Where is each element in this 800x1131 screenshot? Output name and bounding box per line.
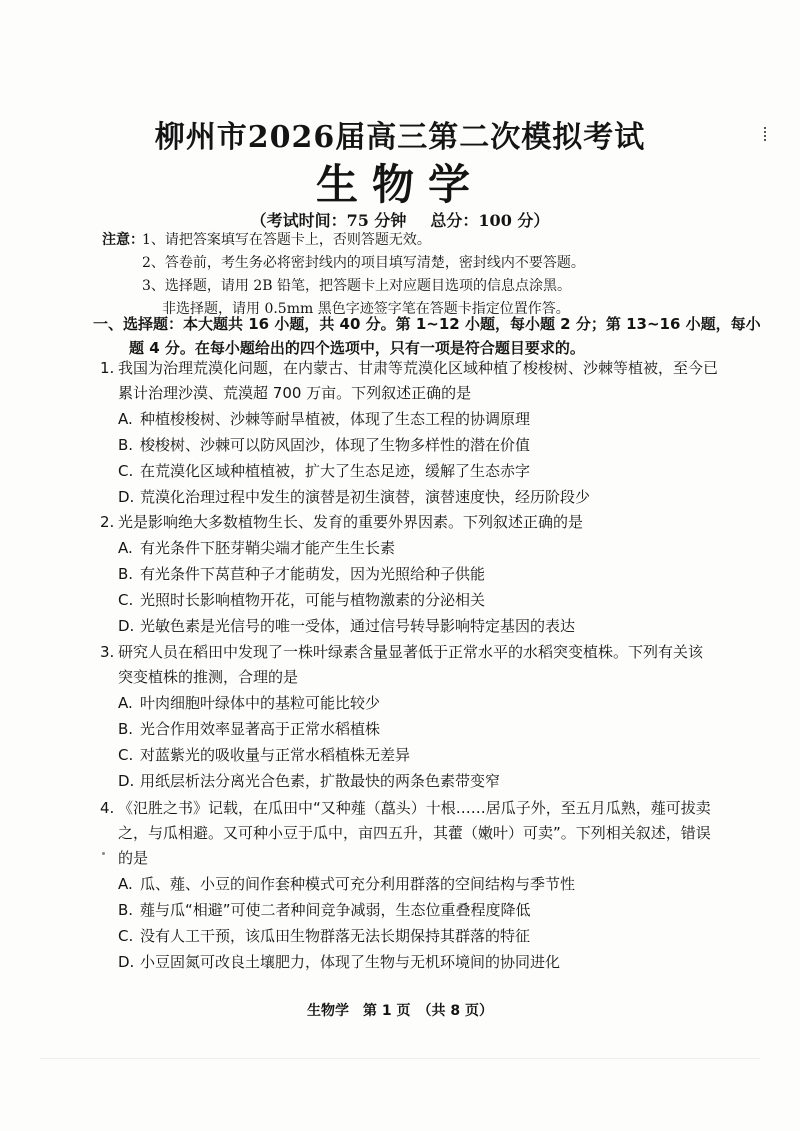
option-b[interactable]: B. 梭梭树、沙棘可以防风固沙，体现了生物多样性的潜在价值 [118, 436, 531, 454]
option-d[interactable]: D. 光敏色素是光信号的唯一受体，通过信号转导影响特定基因的表达 [118, 617, 576, 635]
option-a[interactable]: A. 瓜、薤、小豆的间作套种模式可充分利用群落的空间结构与季节性 [118, 875, 576, 893]
section-line: 一、选择题：本大题共 16 小题，共 40 分。第 1~12 小题，每小题 2 分；第 13~16 小题，每小 [93, 315, 761, 333]
page-footer: 生物学 第 1 页 （共 8 页） [307, 1003, 493, 1019]
option-c[interactable]: C. 对蓝紫光的吸收量与正常水稻植株无差异 [118, 746, 411, 764]
stem-line: 之，与瓜相避。又可种小豆于瓜中，亩四五升，其藿（嫩叶）可卖”。下列相关叙述，错误 [118, 824, 711, 842]
stem-line: 光是影响绝大多数植物生长、发育的重要外界因素。下列叙述正确的是 [118, 513, 584, 531]
question-stem [100, 356, 719, 406]
question-number: 1. [100, 359, 115, 377]
question-1 [100, 356, 719, 510]
note-item: 1、请把答案填写在答题卡上，否则答题无效。 [142, 232, 431, 248]
option-c[interactable]: C. 光照时长影响植物开花，可能与植物激素的分泌相关 [118, 591, 486, 609]
question-stem [100, 640, 704, 690]
stem-line: 《氾胜之书》记载，在瓜田中“又种薤（藠头）十根……居瓜子外，至五月瓜熟，薤可拔卖 [118, 799, 711, 817]
note-item: 2、答卷前，考生务必将密封线内的项目填写清楚，密封线内不要答题。 [142, 255, 585, 271]
scan-edge-line [40, 1058, 760, 1059]
option-c[interactable]: C. 在荒漠化区域种植植被，扩大了生态足迹，缓解了生态赤字 [118, 462, 531, 480]
question-2 [100, 510, 700, 639]
question-number: 2. [100, 513, 115, 531]
notes-label: 注意： [102, 232, 144, 248]
option-a[interactable]: A. 种植梭梭树、沙棘等耐旱植被，体现了生态工程的协调原理 [118, 410, 531, 428]
option-c[interactable]: C. 没有人工干预，该瓜田生物群落无法长期保持其群落的特征 [118, 927, 531, 945]
option-d[interactable]: D. 用纸层析法分离光合色素，扩散最快的两条色素带变窄 [118, 772, 501, 790]
question-3 [100, 640, 704, 794]
exam-score: 总分：100 分） [430, 211, 550, 230]
question-stem [100, 510, 700, 535]
question-number: 4. [100, 799, 115, 817]
stem-line: 研究人员在稻田中发现了一株叶绿素含量显著低于正常水平的水稻突变植株。下列有关该 [118, 643, 704, 661]
stem-line: 突变植株的推测，合理的是 [118, 668, 299, 686]
stem-line: 累计治理沙漠、荒漠超 700 万亩。下列叙述正确的是 [118, 384, 472, 402]
question-stem [100, 796, 711, 871]
option-b[interactable]: B. 光合作用效率显著高于正常水稻植株 [118, 720, 381, 738]
question-number: 3. [100, 643, 115, 661]
option-d[interactable]: D. 小豆固氮可改良土壤肥力，体现了生物与无机环境间的协同进化 [118, 953, 561, 971]
option-a[interactable]: A. 叶肉细胞叶绿体中的基粒可能比较少 [118, 694, 381, 712]
subject-title: 生物学 [315, 160, 484, 209]
stem-line: 我国为治理荒漠化问题，在内蒙古、甘肃等荒漠化区域种植了梭梭树、沙棘等植被，至今已 [118, 359, 719, 377]
section-line: 题 4 分。在每小题给出的四个选项中，只有一项是符合题目要求的。 [129, 339, 585, 357]
exam-title: 柳州市2026届高三第二次模拟考试 [154, 120, 646, 155]
stem-line: 的是 [118, 849, 149, 867]
option-a[interactable]: A. 有光条件下胚芽鞘尖端才能产生生长素 [118, 539, 396, 557]
note-item: 非选择题，请用 0.5mm 黑色字迹签字笔在答题卡指定位置作答。 [162, 301, 570, 317]
notes-block [102, 229, 782, 321]
option-b[interactable]: B. 有光条件下莴苣种子才能萌发，因为光照给种子供能 [118, 565, 486, 583]
question-4 [100, 796, 711, 975]
exam-time: （考试时间：75 分钟 [250, 211, 407, 230]
option-b[interactable]: B. 薤与瓜“相避”可使二者种间竞争减弱，生态位重叠程度降低 [118, 901, 531, 919]
option-d[interactable]: D. 荒漠化治理过程中发生的演替是初生演替，演替速度快，经历阶段少 [118, 488, 591, 506]
note-item: 3、选择题，请用 2B 铅笔，把答题卡上对应题目选项的信息点涂黑。 [142, 278, 572, 294]
section-heading [93, 312, 761, 360]
exam-info [0, 208, 800, 231]
